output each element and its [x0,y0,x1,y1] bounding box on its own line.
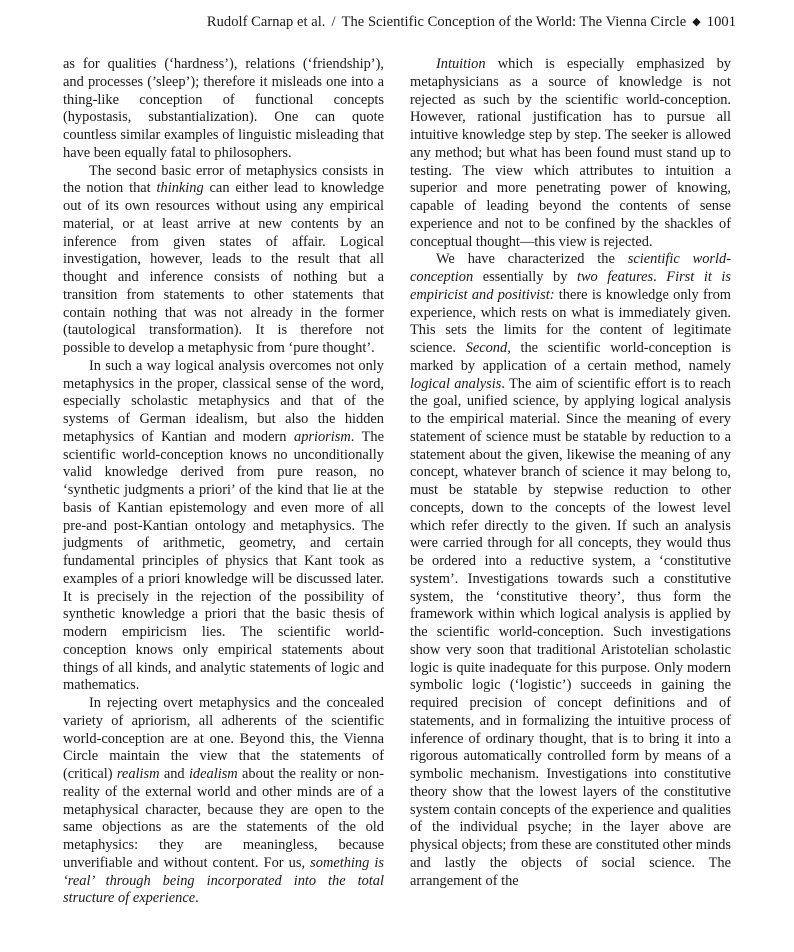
text-run: The second basic error of metaphysics consists in the notion that [63,162,384,197]
text-run: In rejecting overt metaphysics and the concealed variety of apriorism, all adherents of the scientific world-conception are at one. Beyond this, the Vienna Circle maintain the view that the statements of (critical) [63,695,384,782]
emphasis-apriorism: apriorism [294,428,351,445]
emphasis-first-feature: First it is empiricist and positivist: [410,269,731,303]
text-run: In such a way logical analysis overcomes not only metaphysics in the proper, classical sense of the word, especially scholastic metaphysics and that of the systems of German idealism, but also the hidden metaphysics of Kantian and modern [63,357,384,445]
right-paragraph-2 [410,251,731,890]
text-run: and [159,766,189,782]
text-run: the scientific world-conception is marked by application of a certain method, namely [410,340,731,374]
emphasis-logical-analysis: logical analysis [410,375,502,392]
emphasis-thinking: thinking [156,180,204,197]
emphasis-two-features: two features [576,269,654,285]
text-run: essentially by [473,269,577,285]
page-number: 1001 [706,14,736,30]
left-paragraph-1: as for qualities (‘hardness’), relations (‘friendship’), and processes (’sleep’); therefore it misleads one into a thing-like conception of functional concepts (hypostasis, substantialization). One can quote countless similar examples of linguistic misleading that have been equally fatal to philosophers. [63,56,384,161]
emphasis-realism: realism [116,766,160,782]
emphasis-scientific-world-conception: scientific world-conception [410,251,731,285]
emphasis-second: Second, [465,340,511,356]
left-paragraph-3 [63,358,384,695]
text-run: . [195,890,199,907]
running-head [60,14,736,31]
right-paragraph-1 [410,56,731,251]
text-run: which is especially emphasized by metaphysicians as a source of knowledge is not rejected as such by the scientific world-conception. However, rational justification has to pursue all intuitive knowledge step by step. The seeker is allowed any method; but what has been found must stand up to testing. The view which attributes to intuition a superior and more penetrating power of knowing, capable of leading beyond the contents of sense experience and not to be confined by the shackles of conceptual thought—this view is rejected. [410,56,731,250]
text-run: there is knowledge only from experience, which rests on what is immediately given. This sets the limits for the content of legitimate science. [410,286,731,356]
text-run: about the reality or non-reality of the external world and other minds are of a metaphysical character, because they are open to the same objections as are the statements of the old metaphysics: they are meaningless, because unverifiable and without content. For us, [63,766,384,871]
emphasis-intuition: Intuition [436,56,486,72]
text-run: We have characterized the [436,251,628,268]
text-run: . The scientific world-conception knows no unconditionally valid knowledge derived from pure reason, no ‘synthetic judgments a priori’ of the kind that lie at the basis of Kantian epistemology and even more of all pre-and post-Kantian ontology and metaphysics. The judgments of arithmetic, geometry, and certain fundamental principles of physics that Kant took as examples of a priori knowledge will be discussed later. It is precisely in the rejection of the possibility of synthetic knowledge a priori that the basic thesis of modern empiricism lies. The scientific world-conception knows only empirical statements about things of all kinds, and analytic statements of logic and mathematics. [63,428,385,694]
left-paragraph-4 [63,695,384,908]
text-run: . The aim of scientific effort is to reach the goal, unified science, by applying logical analysis to the empirical material. Since the meaning of every statement of science must be statable by reduction to a statement about the given, likewise the meaning of any concept, whatever branch of science it may belong to, must be statable by stepwise reduction to other concepts, down to the concepts of the lowest level which refer directly to the given. If such an analysis were carried through for all concepts, they would thus be ordered into a reductive system, a ‘constitutive system’. Investigations towards such a constitutive system, the ‘constitutive theory’, thus form the framework within which logical analysis is applied by the scientific world-conception. Such investigations show very soon that traditional Aristotelian scholastic logic is quite inadequate for this purpose. Only modern symbolic logic (‘logistic’) succeeds in gaining the required precision of concept definitions and of statements, and in formalizing the intuitive process of inference of ordinary thought, that is to bring it into a rigorous automatically controlled form by means of a symbolic mechanism. Investigations into constitutive theory show that the lowest layers of the constitutive system contain concepts of the experience and qualities of the individual psyche; in the layer above are physical objects; from these are constituted other minds and lastly the objects of social science. The arrangement of the [410,375,731,889]
right-column [410,56,731,890]
emphasis-idealism: idealism [188,766,238,782]
diamond-ornament-icon: ◆ [692,16,701,28]
left-column [63,56,384,908]
running-head-title: The Scientific Conception of the World: The Vienna Circle [341,14,687,30]
running-head-authors: Rudolf Carnap et al. [206,14,326,30]
left-paragraph-2 [63,163,384,358]
running-head-separator: / [331,14,336,30]
text-run: can either lead to knowledge out of its own resources without using any empirical material, or at least arrive at new contents by an inference from given states of affair. Logical investigation, however, leads to the result that all thought and inference consists of nothing but a transition from statements to other statements that contain nothing that was not already in the former (tautological transformation). It is therefore not possible to develop a metaphysic from ‘pure thought’. [63,180,384,356]
text-run: . [653,269,667,285]
emphasis-real-definition: something is ‘real’ through being incorporated into the total structure of experience [63,854,385,907]
